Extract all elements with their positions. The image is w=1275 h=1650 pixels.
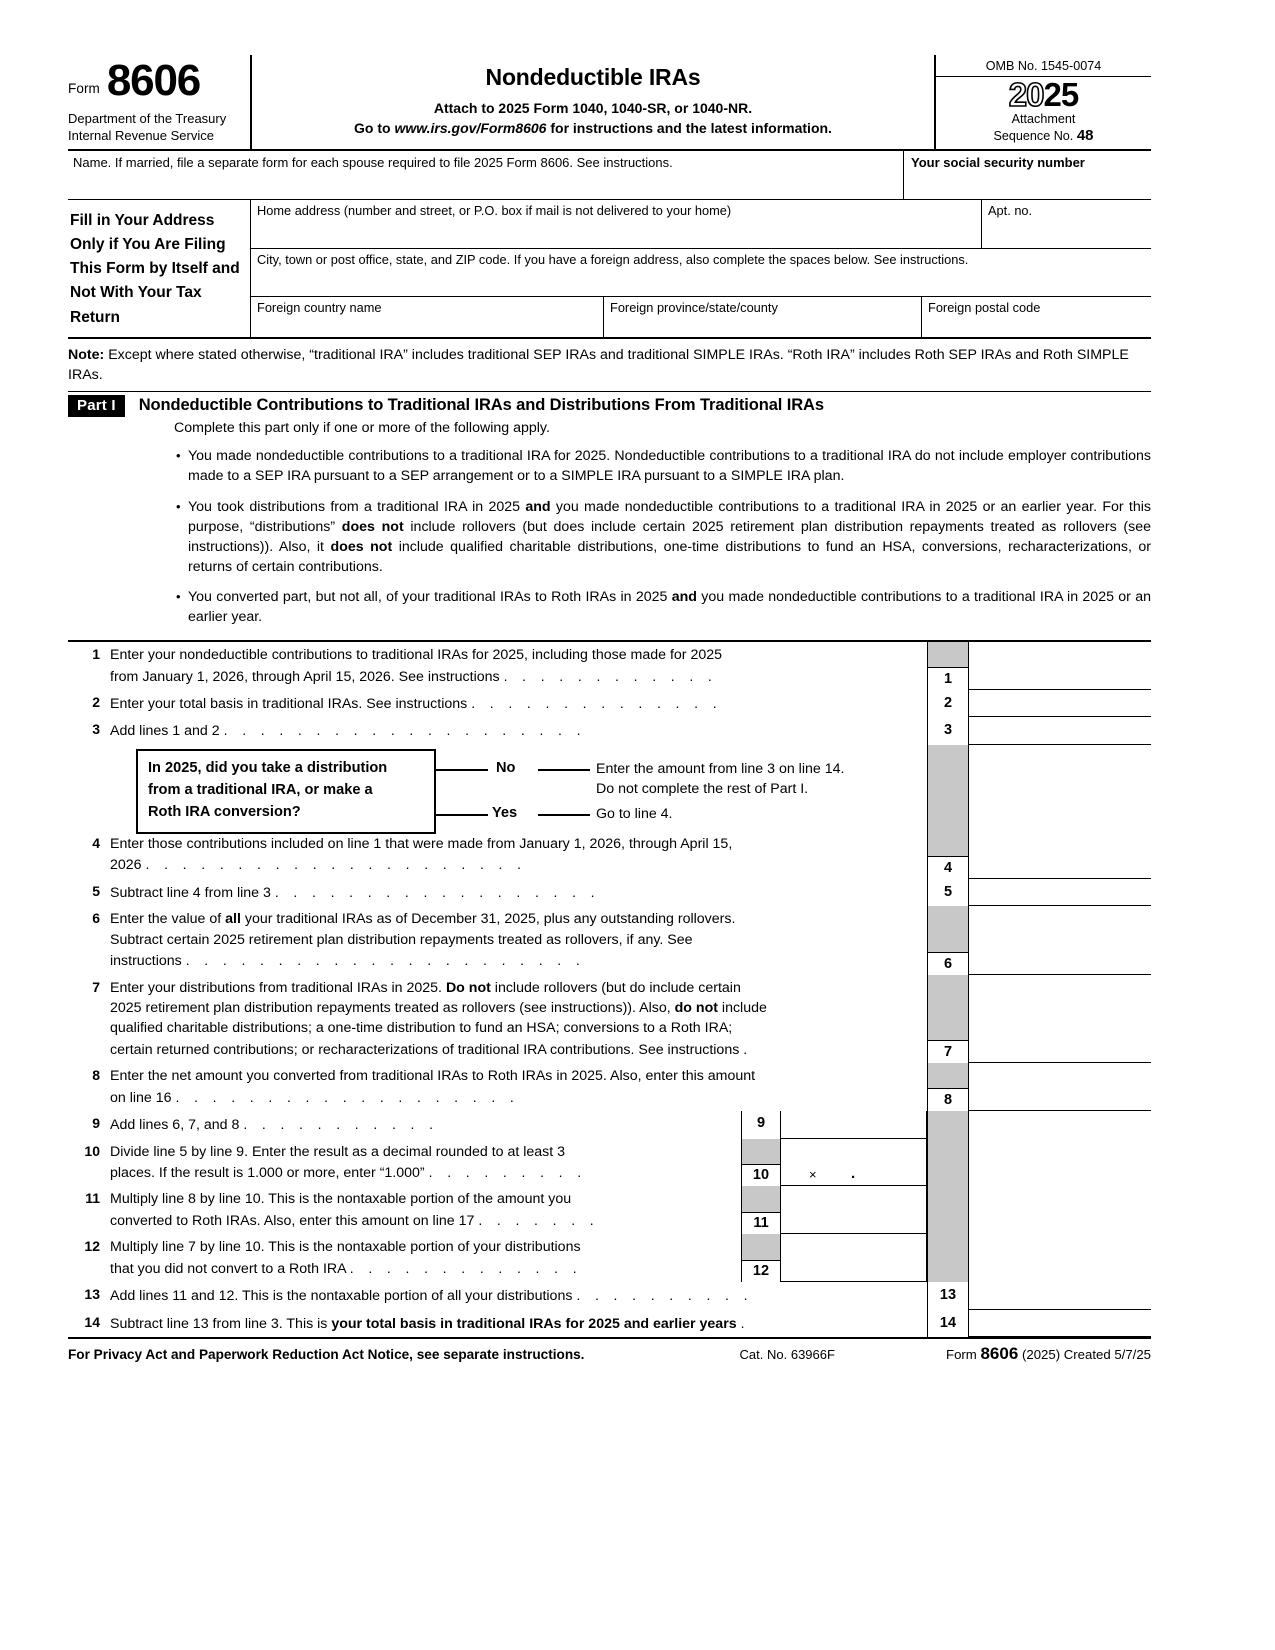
yes-label: Yes bbox=[492, 804, 518, 821]
line-1-stub-number: 1 bbox=[928, 667, 968, 690]
line-4-amount-input[interactable] bbox=[969, 831, 1151, 879]
goto-suffix: for instructions and the latest information. bbox=[546, 120, 832, 136]
line-10-decimal-point: . bbox=[851, 1165, 856, 1183]
header-right bbox=[936, 55, 1151, 149]
line-13-label: Add lines 11 and 12. This is the nontaxable portion of all your distributions bbox=[110, 1288, 573, 1305]
sequence-label: Sequence No. bbox=[993, 129, 1074, 144]
line-6-number: 6 bbox=[92, 910, 100, 927]
line-10-outer-blank bbox=[969, 1139, 1151, 1187]
tax-year-block bbox=[936, 77, 1151, 149]
line-4-stub bbox=[927, 831, 969, 879]
line-4-row bbox=[68, 831, 1151, 879]
line-7-emphasis-2: do not bbox=[674, 999, 718, 1016]
part-1-bullets bbox=[176, 447, 1151, 628]
part-1-tag: Part I bbox=[68, 395, 125, 417]
line-11-stub bbox=[741, 1186, 781, 1234]
tax-year-century: 20 bbox=[1008, 76, 1044, 113]
line-9-text bbox=[110, 1111, 741, 1138]
goto-line bbox=[256, 120, 930, 136]
note-label: Note: bbox=[68, 346, 105, 363]
attachment-sequence bbox=[936, 112, 1151, 149]
line-9-row bbox=[68, 1111, 1151, 1138]
leader-dots: . . . . . . . . . . . . . . . . . . . . . bbox=[145, 856, 527, 873]
line-6-text-a3: your traditional IRAs as of December 31, 2025, plus any outstanding rollovers. bbox=[240, 911, 736, 928]
line-6-text-b: Subtract certain 2025 retirement plan distribution repayments treated as rollovers, if any. See bbox=[110, 931, 693, 948]
line-8-text-a: Enter the net amount you converted from traditional IRAs to Roth IRAs in 2025. Also, enter this amount bbox=[110, 1068, 756, 1085]
line-1-text bbox=[110, 642, 927, 690]
line-14-row bbox=[68, 1310, 1151, 1337]
line-9-stub-number: 9 bbox=[742, 1111, 780, 1138]
line-1-stub bbox=[927, 642, 969, 690]
line-10-decimal-input[interactable] bbox=[781, 1139, 927, 1187]
line-7-stub bbox=[927, 975, 969, 1064]
line-12-stub bbox=[741, 1234, 781, 1282]
line-9-label: Add lines 6, 7, and 8 bbox=[110, 1117, 240, 1134]
line-7-emphasis-1: Do not bbox=[445, 979, 491, 996]
line-9-number: 9 bbox=[92, 1115, 100, 1132]
line-3-row bbox=[68, 717, 1151, 744]
line-4-text-b: 2026 bbox=[110, 857, 142, 874]
line-8-text bbox=[110, 1063, 927, 1111]
line-2-text bbox=[110, 690, 927, 717]
leader-dots: . . . . . . . . . . . . . . . . . . . . . . bbox=[185, 952, 586, 969]
line-7-number: 7 bbox=[92, 978, 100, 995]
line-9-outer-blank bbox=[969, 1111, 1151, 1138]
line-14-text bbox=[110, 1310, 927, 1337]
line-11-outer-blank bbox=[969, 1186, 1151, 1234]
line-6-amount-input[interactable] bbox=[969, 906, 1151, 974]
line-14-number: 14 bbox=[84, 1313, 100, 1330]
line-6-row bbox=[68, 906, 1151, 974]
apt-no-label: Apt. no. bbox=[988, 202, 1033, 218]
footer-form-number: 8606 bbox=[980, 1344, 1019, 1364]
line-7-text-b3: include bbox=[717, 999, 767, 1016]
line-1-number: 1 bbox=[92, 646, 100, 663]
question-box bbox=[136, 749, 436, 834]
line-14-amount-input[interactable] bbox=[969, 1310, 1151, 1337]
line-5-number: 5 bbox=[92, 882, 100, 899]
yes-connector-right bbox=[538, 814, 590, 816]
yes-outcome-text: Go to line 4. bbox=[596, 805, 673, 822]
question-line-2: from a traditional IRA, or make a bbox=[148, 781, 373, 798]
leader-dots: . bbox=[743, 1040, 753, 1057]
tax-year bbox=[936, 78, 1151, 111]
line-10-stub-number: 10 bbox=[742, 1164, 780, 1186]
line-9-outer-stub bbox=[927, 1111, 969, 1138]
department-line-2: Internal Revenue Service bbox=[68, 127, 214, 143]
tax-year-suffix: 25 bbox=[1043, 76, 1079, 113]
note-paragraph bbox=[68, 339, 1151, 391]
foreign-province-label: Foreign province/state/county bbox=[610, 299, 778, 315]
footer-form-word: Form bbox=[946, 1347, 977, 1363]
name-ssn-row bbox=[68, 151, 1151, 200]
goto-prefix: Go to bbox=[354, 120, 395, 136]
question-left bbox=[68, 745, 927, 831]
leader-dots: . bbox=[740, 1314, 750, 1331]
line-14-text-b: your total basis in traditional IRAs for 2025 and earlier years bbox=[331, 1315, 737, 1332]
address-side-label: Fill in Your Address Only if You Are Filing This Form by Itself and Not With Your Tax Return bbox=[68, 200, 251, 337]
omb-number: OMB No. 1545-0074 bbox=[936, 55, 1151, 77]
line-10-outer-stub bbox=[927, 1139, 969, 1187]
line-13-row bbox=[68, 1282, 1151, 1309]
attach-to-line: Attach to 2025 Form 1040, 1040-SR, or 1040-NR. bbox=[433, 100, 753, 116]
line-11-row bbox=[68, 1186, 1151, 1234]
foreign-postal-label: Foreign postal code bbox=[928, 299, 1041, 315]
line-7-text-b1: 2025 retirement plan distribution repayments treated as rollovers (see instructions)). Also, bbox=[110, 999, 675, 1016]
line-7-amount-input[interactable] bbox=[969, 975, 1151, 1064]
leader-dots: . . . . . . . . . bbox=[428, 1164, 587, 1181]
line-3-text bbox=[110, 717, 927, 744]
question-line-3: Roth IRA conversion? bbox=[148, 803, 301, 820]
no-outcome-line-2: Do not complete the rest of Part I. bbox=[596, 781, 809, 798]
part-1-header bbox=[68, 391, 1151, 417]
line-11-amount-input[interactable] bbox=[781, 1186, 927, 1234]
line-7-text-d: certain returned contributions; or recharacterizations of traditional IRA contributions. See instructions bbox=[110, 1041, 740, 1058]
department-block bbox=[68, 111, 244, 144]
line-8-stub bbox=[927, 1063, 969, 1111]
form-word-label: Form bbox=[68, 81, 100, 97]
question-amount-blank bbox=[969, 745, 1151, 831]
line-5-label: Subtract line 4 from line 3 bbox=[110, 884, 271, 901]
line-6-stub bbox=[927, 906, 969, 974]
line-8-row bbox=[68, 1063, 1151, 1111]
foreign-country-field[interactable] bbox=[251, 297, 603, 337]
line-13-stub bbox=[927, 1282, 969, 1309]
line-6-text bbox=[110, 906, 927, 974]
leader-dots: . . . . . . . . . . bbox=[576, 1287, 753, 1304]
leader-dots: . . . . . . . . . . . . . . . . . . . bbox=[175, 1088, 520, 1105]
line-5-amount-input[interactable] bbox=[969, 879, 1151, 906]
bullet-item bbox=[176, 498, 1151, 578]
yes-connector-left bbox=[436, 814, 488, 816]
leader-dots: . . . . . . . . . . . . . . . . . . . . bbox=[223, 722, 586, 739]
note-text: Except where stated otherwise, “traditional IRA” includes traditional SEP IRAs and traditional SIMPLE IRAs. “Roth IRA” includes Roth SEP IRAs and Roth SIMPLE IRAs. bbox=[68, 346, 1129, 383]
line-5-text bbox=[110, 879, 927, 906]
distribution-question-row bbox=[68, 745, 1151, 831]
leader-dots: . . . . . . . bbox=[478, 1211, 600, 1228]
foreign-province-field[interactable] bbox=[603, 297, 921, 337]
name-field[interactable] bbox=[68, 151, 904, 199]
line-11-text bbox=[110, 1186, 741, 1234]
line-9-amount-input[interactable] bbox=[781, 1111, 927, 1138]
line-12-outer-blank bbox=[969, 1234, 1151, 1282]
line-11-stub-number: 11 bbox=[742, 1212, 780, 1234]
leader-dots: . . . . . . . . . . . . . bbox=[349, 1259, 583, 1276]
line-14-stub bbox=[927, 1310, 969, 1337]
footer-form-id bbox=[946, 1344, 1151, 1364]
irs-url: www.irs.gov/Form8606 bbox=[394, 120, 547, 136]
part-1-lines bbox=[68, 640, 1151, 1337]
line-10-multiply-symbol: × bbox=[809, 1167, 817, 1183]
page-title: Nondeductible IRAs bbox=[485, 64, 701, 90]
line-13-number: 13 bbox=[84, 1286, 100, 1303]
line-1-text-b: from January 1, 2026, through April 15, 2026. See instructions bbox=[110, 668, 500, 685]
line-10-row bbox=[68, 1139, 1151, 1187]
no-outcome-text bbox=[596, 759, 844, 799]
department-line-1: Department of the Treasury bbox=[68, 111, 227, 127]
leader-dots: . . . . . . . . . . . . bbox=[503, 667, 718, 684]
line-1-text-a: Enter your nondeductible contributions to traditional IRAs for 2025, including those made for 2025 bbox=[110, 647, 723, 664]
line-1-amount-input[interactable] bbox=[969, 642, 1151, 690]
line-6-text-a bbox=[110, 909, 923, 929]
line-2-row bbox=[68, 690, 1151, 717]
part-1-title: Nondeductible Contributions to Traditional IRAs and Distributions From Traditional IRAs bbox=[138, 396, 824, 415]
foreign-postal-field[interactable] bbox=[921, 297, 1151, 337]
line-3-stub bbox=[927, 717, 969, 744]
attachment-label: Attachment bbox=[1011, 112, 1076, 126]
line-9-stub bbox=[741, 1111, 781, 1138]
line-7-stub-number: 7 bbox=[928, 1040, 968, 1063]
line-12-outer-stub bbox=[927, 1234, 969, 1282]
no-outcome-line-1: Enter the amount from line 3 on line 14. bbox=[596, 760, 845, 777]
line-2-label: Enter your total basis in traditional IRAs. See instructions bbox=[110, 696, 468, 713]
line-5-stub-number: 5 bbox=[928, 879, 968, 906]
bullet-dot-icon: • bbox=[176, 448, 181, 464]
line-3-number: 3 bbox=[92, 721, 100, 738]
bullet-dot-icon: • bbox=[176, 498, 181, 514]
form-header bbox=[68, 55, 1151, 151]
line-6-text-c: instructions bbox=[110, 953, 182, 970]
no-connector-right bbox=[538, 769, 590, 771]
line-2-amount-input[interactable] bbox=[969, 690, 1151, 717]
line-2-number: 2 bbox=[92, 694, 100, 711]
line-10-number: 10 bbox=[84, 1142, 100, 1159]
line-6-text-a1: Enter the value of bbox=[110, 911, 226, 928]
line-4-stub-number: 4 bbox=[928, 856, 968, 879]
ssn-field[interactable] bbox=[904, 151, 1151, 199]
question-stub bbox=[927, 745, 969, 831]
line-7-text-a3: include rollovers (but do include certain bbox=[490, 979, 741, 996]
line-10-text-a: Divide line 5 by line 9. Enter the result as a decimal rounded to at least 3 bbox=[110, 1143, 566, 1160]
line-14-text-a: Subtract line 13 from line 3. This is bbox=[110, 1315, 332, 1332]
line-8-amount-input[interactable] bbox=[969, 1063, 1151, 1111]
line-10-text bbox=[110, 1139, 741, 1187]
line-4-text bbox=[110, 831, 927, 879]
line-7-text-a1: Enter your distributions from traditional IRAs in 2025. bbox=[110, 979, 446, 996]
foreign-country-label: Foreign country name bbox=[257, 299, 382, 315]
line-2-stub bbox=[927, 690, 969, 717]
leader-dots: . . . . . . . . . . . . . . bbox=[471, 695, 723, 712]
line-7-text-c: qualified charitable distributions; a one-time distribution to fund an HSA; conversions to a Roth IRA; bbox=[110, 1020, 733, 1037]
line-3-stub-number: 3 bbox=[928, 717, 968, 744]
city-state-zip-field[interactable] bbox=[251, 249, 1151, 296]
line-2-stub-number: 2 bbox=[928, 690, 968, 717]
line-7-text bbox=[110, 975, 927, 1064]
line-10-stub bbox=[741, 1139, 781, 1187]
line-12-amount-input[interactable] bbox=[781, 1234, 927, 1282]
catalog-number: Cat. No. 63966F bbox=[739, 1347, 835, 1363]
no-label: No bbox=[496, 759, 516, 776]
address-block bbox=[68, 200, 1151, 339]
form-sheet bbox=[68, 55, 1151, 1364]
line-7-row bbox=[68, 975, 1151, 1064]
line-3-amount-input[interactable] bbox=[969, 717, 1151, 744]
line-11-text-b: converted to Roth IRAs. Also, enter this amount on line 17 bbox=[110, 1212, 475, 1229]
line-7-text-b bbox=[110, 998, 923, 1018]
home-address-field[interactable] bbox=[251, 200, 981, 248]
line-13-amount-input[interactable] bbox=[969, 1282, 1151, 1309]
bullet-text: You converted part, but not all, of your traditional IRAs to Roth IRAs in 2025 and you made nondeductible contributions to a traditional IRA in 2025 or an earlier year. bbox=[188, 589, 1151, 626]
bullet-dot-icon: • bbox=[176, 589, 181, 605]
line-13-stub-number: 13 bbox=[928, 1282, 968, 1309]
question-diagram bbox=[68, 745, 927, 831]
line-11-outer-stub bbox=[927, 1186, 969, 1234]
privacy-act-notice: For Privacy Act and Paperwork Reduction Act Notice, see separate instructions. bbox=[68, 1347, 585, 1363]
line-12-text bbox=[110, 1234, 741, 1282]
header-left bbox=[68, 55, 252, 149]
sequence-number: 48 bbox=[1076, 127, 1094, 145]
line-8-text-b: on line 16 bbox=[110, 1089, 172, 1106]
line-8-stub-number: 8 bbox=[928, 1088, 968, 1111]
line-13-text bbox=[110, 1282, 927, 1309]
ssn-label: Your social security number bbox=[911, 154, 1085, 170]
bullet-text: You took distributions from a traditional IRA in 2025 and you made nondeductible contributions to a traditional IRA in 2025 or an earlier year. For this purpose, “distributions” does not include rollovers (but does include certain 2025 retirement plan distribution repayments treated as rollovers (see instructions)). Also, it does not include qualified charitable distributions, one-time distributions to fund an HSA, conversions, recharacterizations, or returns of certain contributions. bbox=[188, 498, 1151, 575]
bullet-text: You made nondeductible contributions to a traditional IRA for 2025. Nondeductible contributions to a traditional IRA do not include employer contributions made to a SEP IRA pursuant to a SEP arrangement or to a SIMPLE IRA pursuant to a SIMPLE IRA plan. bbox=[188, 448, 1151, 485]
line-6-emphasis: all bbox=[225, 911, 241, 928]
line-12-text-a: Multiply line 7 by line 10. This is the nontaxable portion of your distributions bbox=[110, 1239, 581, 1256]
part-1-subtitle: Complete this part only if one or more of the following apply. bbox=[174, 420, 550, 437]
line-14-stub-number: 14 bbox=[928, 1310, 968, 1337]
line-12-text-b: that you did not convert to a Roth IRA bbox=[110, 1260, 346, 1277]
apt-no-field[interactable] bbox=[981, 200, 1151, 248]
form-footer bbox=[68, 1337, 1151, 1364]
line-7-text-a bbox=[110, 978, 923, 998]
bullet-item bbox=[176, 588, 1151, 628]
line-11-number: 11 bbox=[85, 1190, 100, 1207]
line-12-number: 12 bbox=[84, 1238, 100, 1255]
home-address-label: Home address (number and street, or P.O. box if mail is not delivered to your home) bbox=[257, 202, 732, 218]
line-5-stub bbox=[927, 879, 969, 906]
address-fields bbox=[251, 200, 1151, 337]
line-5-row bbox=[68, 879, 1151, 906]
line-3-label: Add lines 1 and 2 bbox=[110, 723, 220, 740]
line-6-stub-number: 6 bbox=[928, 952, 968, 975]
line-4-number: 4 bbox=[92, 834, 100, 851]
question-line-1: In 2025, did you take a distribution bbox=[148, 759, 388, 776]
no-connector-left bbox=[436, 769, 488, 771]
header-center bbox=[252, 55, 936, 149]
line-12-stub-number: 12 bbox=[742, 1260, 780, 1282]
line-8-number: 8 bbox=[92, 1067, 100, 1084]
line-1-row bbox=[68, 642, 1151, 690]
footer-form-year: (2025) Created 5/7/25 bbox=[1021, 1347, 1151, 1363]
leader-dots: . . . . . . . . . . . bbox=[243, 1116, 439, 1133]
line-4-text-a: Enter those contributions included on line 1 that were made from January 1, 2026, through April 15, bbox=[110, 835, 733, 852]
leader-dots: . . . . . . . . . . . . . . . . . . bbox=[274, 883, 600, 900]
line-12-row bbox=[68, 1234, 1151, 1282]
city-state-zip-label: City, town or post office, state, and ZIP code. If you have a foreign address, also complete the spaces below. See instructions. bbox=[257, 251, 969, 267]
form-number: 8606 bbox=[106, 56, 200, 105]
line-10-text-b: places. If the result is 1.000 or more, enter “1.000” bbox=[110, 1165, 425, 1182]
name-label: Name. If married, file a separate form for each spouse required to file 2025 Form 8606. See instructions. bbox=[73, 154, 673, 170]
line-11-text-a: Multiply line 8 by line 10. This is the nontaxable portion of the amount you bbox=[110, 1191, 572, 1208]
bullet-item bbox=[176, 447, 1151, 487]
